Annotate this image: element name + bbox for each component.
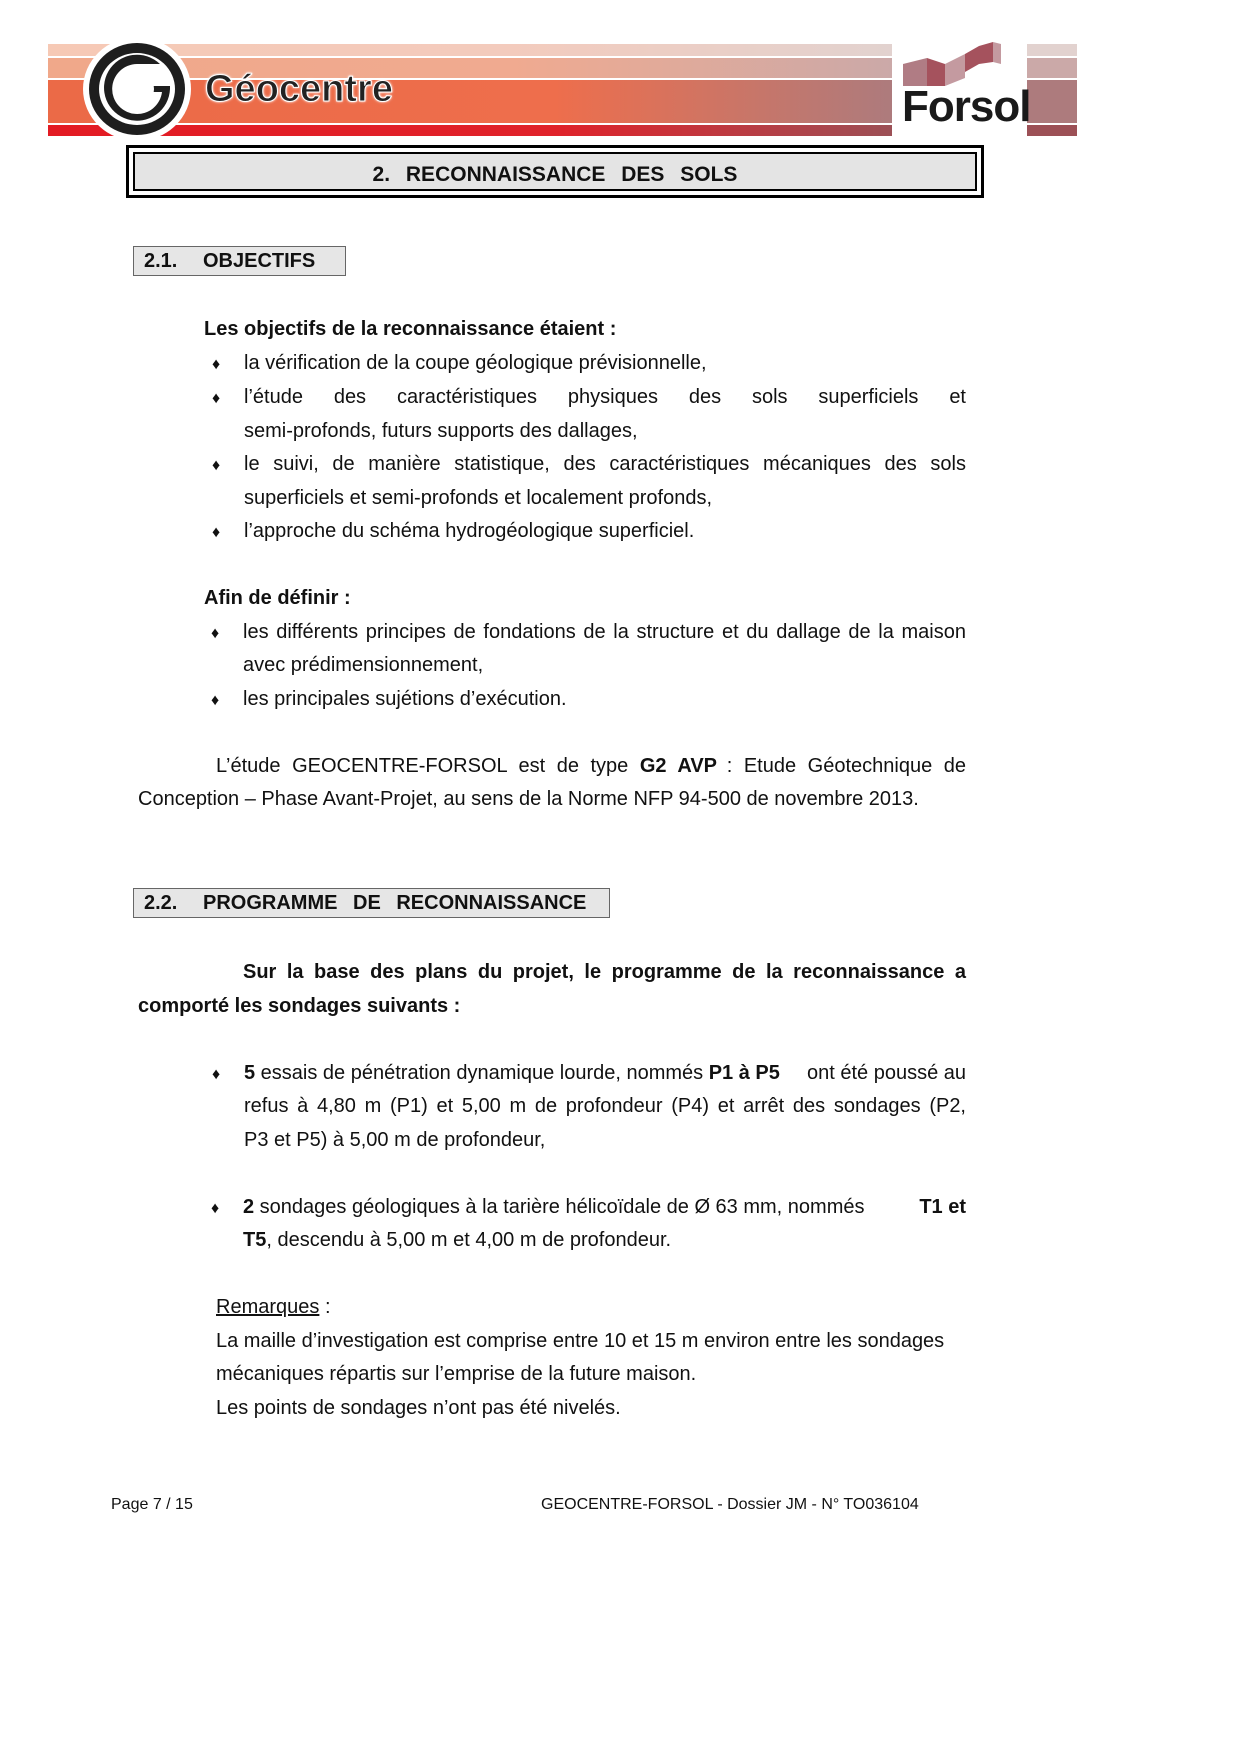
objective-item-cont: superficiels et semi-profonds et localement profonds, xyxy=(244,487,713,509)
afin-de-definir-label: Afin de définir : xyxy=(204,587,351,609)
diamond-bullet-icon: ♦ xyxy=(212,457,221,474)
objective-item: l’étude des caractéristiques physiques des sols superficiels et xyxy=(244,386,966,408)
programme-intro: Sur la base des plans du projet, le programme de la reconnaissance a xyxy=(243,961,966,983)
objective-item: l’approche du schéma hydrogéologique superficiel. xyxy=(244,520,695,542)
diamond-bullet-icon: ♦ xyxy=(211,692,220,709)
diamond-bullet-icon: ♦ xyxy=(212,390,221,407)
item-text xyxy=(244,1057,780,1091)
item-ids: T1 et xyxy=(919,1196,966,1218)
subsection-number: 2.1. xyxy=(144,250,178,272)
item-desc: essais de pénétration dynamique lourde, nommés xyxy=(255,1062,709,1084)
geocentre-logo-text: Géocentre xyxy=(205,68,393,110)
diamond-bullet-icon: ♦ xyxy=(212,1066,221,1083)
banner-stripe xyxy=(1027,80,1077,123)
study-type-paragraph-cont: Conception – Phase Avant-Projet, au sens de la Norme NFP 94-500 de novembre 2013. xyxy=(138,788,919,810)
section-title-inner xyxy=(133,152,977,191)
forsol-flag-icon xyxy=(893,38,1023,88)
subsection-label: OBJECTIFS xyxy=(203,250,316,272)
document-reference: GEOCENTRE-FORSOL - Dossier JM - N° TO036104 xyxy=(541,1496,919,1513)
definition-item: les principales sujétions d’exécution. xyxy=(243,688,567,710)
item-count: 2 xyxy=(243,1196,255,1218)
remark-line: mécaniques répartis sur l’emprise de la future maison. xyxy=(216,1363,697,1385)
banner-stripe xyxy=(1027,125,1077,136)
banner-stripe xyxy=(1027,44,1077,56)
item-ids: T5 xyxy=(243,1229,267,1251)
programme-item-cont: P3 et P5) à 5,00 m de profondeur, xyxy=(244,1129,546,1151)
subsection-label: PROGRAMME DE RECONNAISSANCE xyxy=(203,892,587,914)
item-desc: sondages géologiques à la tarière hélicoïdale de Ø 63 mm, nommés xyxy=(254,1196,865,1218)
study-type-paragraph xyxy=(216,750,966,784)
diamond-bullet-icon: ♦ xyxy=(211,1200,220,1217)
study-type-prefix: L’étude GEOCENTRE-FORSOL est de type xyxy=(216,755,640,777)
page-number: Page 7 / 15 xyxy=(111,1496,193,1513)
diamond-bullet-icon: ♦ xyxy=(211,625,220,642)
programme-item-cont xyxy=(243,1224,671,1258)
item-text xyxy=(243,1191,864,1225)
objectives-intro: Les objectifs de la reconnaissance étaient : xyxy=(204,318,617,340)
subsection-number: 2.2. xyxy=(144,892,178,914)
objective-item: le suivi, de manière statistique, des caractéristiques mécaniques des sols xyxy=(244,453,966,475)
item-desc: , descendu à 5,00 m et 4,00 m de profondeur. xyxy=(266,1229,672,1251)
diamond-bullet-icon: ♦ xyxy=(212,524,221,541)
forsol-logo-text: Forsol xyxy=(902,82,1031,131)
diamond-bullet-icon: ♦ xyxy=(212,356,221,373)
remarks-heading xyxy=(216,1291,331,1325)
subsection-heading-objectifs xyxy=(133,246,346,276)
objective-item: la vérification de la coupe géologique prévisionnelle, xyxy=(244,352,707,374)
section-title: 2. RECONNAISSANCE DES SOLS xyxy=(372,163,738,186)
header-banner-right xyxy=(1027,44,1077,136)
definition-item-cont: avec prédimensionnement, xyxy=(243,654,484,676)
item-count: 5 xyxy=(244,1062,256,1084)
item-desc-end: ont été poussé au xyxy=(806,1062,966,1084)
programme-item-cont: refus à 4,80 m (P1) et 5,00 m de profondeur (P4) et arrêt des sondages (P2, xyxy=(244,1095,966,1117)
remarks-colon: : xyxy=(319,1296,331,1318)
subsection-heading-programme xyxy=(133,888,610,918)
programme-intro-cont: comporté les sondages suivants : xyxy=(138,995,461,1017)
programme-item-tariere xyxy=(243,1191,966,1225)
geocentre-logo-icon xyxy=(82,36,192,142)
definition-item: les différents principes de fondations de la structure et du dallage de la maison xyxy=(243,621,966,643)
banner-stripe xyxy=(1027,58,1077,78)
remarks-label: Remarques xyxy=(216,1296,320,1318)
study-type-code: G2 AVP xyxy=(639,755,717,777)
programme-item-penetration xyxy=(244,1057,966,1091)
remark-line: Les points de sondages n’ont pas été nivelés. xyxy=(216,1397,621,1419)
section-title-box xyxy=(126,145,984,198)
remark-line: La maille d’investigation est comprise entre 10 et 15 m environ entre les sondages xyxy=(216,1330,945,1352)
item-ids: P1 à P5 xyxy=(708,1062,780,1084)
objective-item-cont: semi-profonds, futurs supports des dallages, xyxy=(244,420,638,442)
study-type-text xyxy=(216,750,717,784)
study-type-suffix: : Etude Géotechnique de xyxy=(726,755,966,777)
